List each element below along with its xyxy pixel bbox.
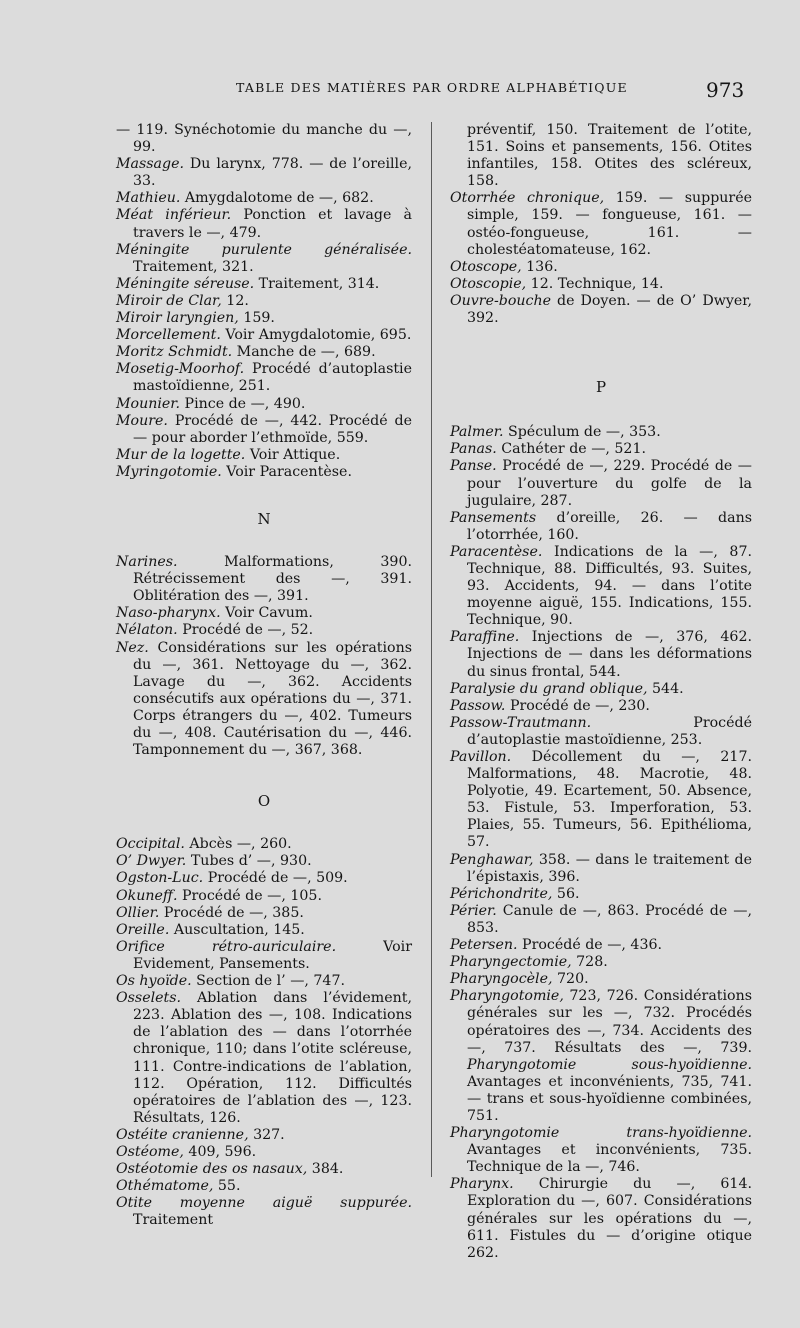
entry-term: Ollier. — [116, 904, 160, 921]
entry-text: 12. Technique, 14. — [526, 275, 664, 292]
section-letter-p: P — [595, 378, 607, 397]
entry-text: Voir Attique. — [245, 446, 341, 463]
index-entry — [116, 464, 412, 481]
column-divider — [431, 122, 432, 1177]
entry-text: Avantages et inconvénients, 735. Technique de la —, 746. — [467, 1142, 752, 1176]
index-entry — [116, 853, 412, 870]
entry-term: Pansements — [450, 509, 537, 526]
entries-p — [450, 424, 752, 1262]
entry-term: Passow. — [450, 697, 506, 714]
index-entry — [116, 939, 412, 973]
entries-m — [116, 122, 412, 481]
entry-term: Os hyoïde. — [116, 973, 192, 990]
entry-term: Méat inférieur. — [116, 207, 232, 224]
entry-term: Palmer. — [450, 424, 504, 441]
index-entry — [116, 447, 412, 464]
index-entry — [116, 554, 412, 605]
entry-term: Ogston-Luc. — [116, 870, 204, 887]
index-entry — [450, 852, 752, 886]
index-entry — [450, 1176, 752, 1261]
index-entry — [450, 190, 752, 258]
entry-term: Nez. — [116, 639, 149, 656]
entry-term: Myringotomie. — [116, 463, 222, 480]
index-entry — [450, 276, 752, 293]
index-entry — [116, 640, 412, 760]
entry-term: Pharyngotomie, — [450, 988, 564, 1005]
entry-text: Chirurgie du —, 614. Exploration du —, 607. Considérations générales sur les opérations du —, 611. Fistules du — d’origine otique 262. — [467, 1176, 752, 1261]
entry-term: Mur de la logette. — [116, 446, 246, 463]
index-entry — [450, 510, 752, 544]
entry-text: Voir Paracentèse. — [221, 463, 352, 480]
entries-o — [116, 836, 412, 1229]
left-column — [116, 122, 412, 1229]
index-entry — [116, 327, 412, 344]
entry-text: Procédé de —, 436. — [517, 937, 663, 954]
entry-term: Otoscope, — [450, 258, 522, 275]
entry-text: Procédé de —, 385. — [159, 904, 304, 921]
entry-text: Voir Evidement, Pansements. — [133, 938, 412, 972]
entry-text: Ablation dans l’évidement, 223. Ablation des —, 108. Indications de l’ablation des — dans l’otorrhée chronique, 110; dans l’otite scléreuse, 111. Contre-indications de l’ablation, 112. Opération, 112. Difficultés opératoires de l’ablation des —, 123. Résultats, 126. — [133, 990, 412, 1126]
index-entry — [116, 870, 412, 887]
index-entry — [116, 922, 412, 939]
entry-term: Nélaton. — [116, 622, 178, 639]
index-entry — [116, 413, 412, 447]
index-entry — [116, 242, 412, 276]
entry-text: Traitement, 321. — [133, 258, 254, 275]
entry-term: Ostéotomie des os nasaux, — [116, 1161, 308, 1178]
entry-term: Oreille. — [116, 921, 170, 938]
entry-text: Amygdalotome de —, 682. — [180, 190, 374, 207]
entry-text: Décollement du —, 217. Malformations, 48. Macrotie, 48. Polyotie, 49. Ecartement, 50. Absence, 53. Fistule, 53. Imperforation, 53. Plaies, 55. Tumeurs, 56. Epithélioma, 57. — [467, 749, 752, 851]
index-entry — [450, 122, 752, 190]
entry-term: Occipital. — [116, 836, 185, 853]
index-entry — [116, 396, 412, 413]
index-entry — [450, 715, 752, 749]
entry-term: Périer. — [450, 902, 497, 919]
entry-text: Procédé de —, 509. — [203, 870, 348, 887]
entry-term: Miroir laryngien, — [116, 310, 239, 327]
entry-text: Du larynx, 778. — de l’oreille, 33. — [133, 156, 412, 190]
entries-n — [116, 554, 412, 759]
entry-text: 136. — [521, 258, 558, 275]
entry-text: Ponction et lavage à travers le —, 479. — [133, 207, 412, 241]
entry-text: préventif, 150. Traitement de l’otite, 151. Soins et pansements, 156. Otites infantiles, 158. Otites des scléreux, 158. — [467, 122, 752, 190]
right-column — [450, 122, 752, 1262]
index-entry — [450, 424, 752, 441]
entry-text: Considérations sur les opérations du —, 361. Nettoyage du —, 362. Lavage du —, 362. Accidents consécutifs aux opérations du —, 371. Corps étrangers du —, 402. Tumeurs du —, 408. Cautérisation du —, 446. Tamponnement du —, 367, 368. — [133, 639, 412, 759]
entry-text: Indications de la —, 87. Technique, 88. Difficultés, 93. Suites, 93. Accidents, 94. — dans l’otite moyenne aiguë, 155. Indications, 155. Technique, 90. — [467, 543, 752, 629]
entry-text: Tubes d’ —, 930. — [186, 853, 312, 870]
entry-text: 409, 596. — [183, 1143, 257, 1160]
index-entry — [450, 749, 752, 852]
entry-term: Morcellement. — [116, 327, 221, 344]
entry-term: Osselets. — [116, 990, 182, 1007]
entry-term: Paraffine. — [450, 629, 520, 646]
entry-term: Panas. — [450, 441, 497, 458]
index-entry — [450, 698, 752, 715]
index-entry — [450, 903, 752, 937]
entry-text: 12. — [221, 292, 249, 309]
index-entry — [116, 1127, 412, 1144]
index-entry — [116, 836, 412, 853]
entry-text: Procédé d’autoplastie mastoïdienne, 253. — [467, 714, 752, 748]
index-entry — [450, 259, 752, 276]
entry-text: 544. — [647, 680, 684, 697]
index-entry — [116, 605, 412, 622]
index-entry — [450, 937, 752, 954]
index-entry — [116, 1195, 412, 1229]
entry-term: Penghawar, — [450, 851, 534, 868]
index-entry — [116, 1178, 412, 1195]
entry-text: Malformations, 390. Rétrécissement des —, 391. Oblitération des —, 391. — [133, 554, 412, 605]
entries-o-continued — [450, 122, 752, 327]
entry-text: 358. — dans le traitement de l’épistaxis, 396. — [467, 851, 752, 885]
entry-text: Manche de —, 689. — [232, 344, 376, 361]
entry-term: Othématome, — [116, 1178, 214, 1195]
entry-term: Pharyngotomie trans-hyoïdienne. — [450, 1125, 752, 1142]
entry-term: Ostéome, — [116, 1143, 184, 1160]
entry-text: Injections de —, 376, 462. Injections de — dans les déformations du sinus frontal, 544. — [467, 629, 752, 680]
entry-text: de Doyen. — de O’ Dwyer, 392. — [467, 292, 752, 327]
index-entry — [116, 622, 412, 639]
entry-text: Procédé de —, 105. — [177, 887, 322, 904]
entry-text: 159. — suppurée simple, 159. — fongueuse, 161. — ostéo-fongueuse, 161. — cholestéatomateuse, 162. — [467, 190, 752, 258]
entry-text: Traitement, 314. — [254, 275, 380, 292]
index-entry — [116, 156, 412, 190]
section-letter-n: N — [257, 509, 271, 528]
entry-term: Méningite purulente généralisée. — [116, 241, 412, 258]
entry-text: Procédé de —, 229. Procédé de — pour l’ouverture du golfe de la jugulaire, 287. — [467, 458, 752, 509]
index-entry — [116, 207, 412, 241]
entry-text: Avantages et inconvénients, 735, 741. — trans et sous-hyoïdienne combinées, 751. — [467, 1073, 752, 1124]
index-entry — [116, 973, 412, 990]
entry-text: Traitement — [133, 1212, 214, 1229]
entry-term: Orifice rétro-auriculaire. — [116, 938, 337, 955]
entry-text: d’oreille, 26. — dans l’otorrhée, 160. — [467, 509, 752, 543]
index-entry — [450, 629, 752, 680]
entry-text: Spéculum de —, 353. — [503, 424, 661, 441]
entry-text: Voir Cavum. — [220, 605, 313, 622]
index-entry — [116, 190, 412, 207]
index-entry — [450, 988, 752, 1125]
entry-text: 384. — [307, 1161, 344, 1178]
index-entry — [116, 1144, 412, 1161]
entry-text: Abcès —, 260. — [184, 836, 292, 853]
index-entry — [116, 888, 412, 905]
entry-text: Auscultation, 145. — [169, 921, 305, 938]
entry-text: 55. — [213, 1178, 241, 1195]
entry-term: Petersen. — [450, 937, 518, 954]
entry-text: 728. — [571, 954, 608, 971]
index-entry — [116, 122, 412, 156]
entry-term: Passow-Trautmann. — [450, 714, 592, 731]
entry-term: Naso-pharynx. — [116, 605, 221, 622]
index-entry — [450, 441, 752, 458]
entry-text: Procédé d’autoplastie mastoïdienne, 251. — [133, 361, 412, 395]
index-entry — [116, 361, 412, 395]
index-entry — [116, 990, 412, 1127]
entry-term: Périchondrite, — [450, 885, 553, 902]
entry-term: Paracentèse. — [450, 543, 543, 560]
entry-term: Moure. — [116, 412, 168, 429]
index-entry — [450, 886, 752, 903]
entry-term: Ostéite cranienne, — [116, 1126, 249, 1143]
entry-term: Mathieu. — [116, 190, 181, 207]
entry-term: Massage. — [116, 156, 184, 173]
entry-text: 720. — [552, 971, 589, 988]
entry-term: Mosetig-Moorhof. — [116, 361, 245, 378]
entry-text: Section de l’ —, 747. — [191, 973, 345, 990]
entry-term: Okuneff. — [116, 887, 178, 904]
index-entry — [116, 293, 412, 310]
entry-term: Ouvre-bouche — [450, 292, 551, 309]
running-header: TABLE DES MATIÈRES PAR ORDRE ALPHABÉTIQUE — [236, 80, 628, 95]
entry-term: Mounier. — [116, 395, 181, 412]
entry-term: Pharyngotomie sous-hyoïdienne. — [467, 1056, 752, 1073]
entry-text: 56. — [552, 885, 580, 902]
page-number: 973 — [706, 78, 745, 102]
index-entry — [450, 544, 752, 629]
entry-text: Cathéter de —, 521. — [496, 441, 646, 458]
index-entry — [450, 293, 752, 327]
entry-text: — 119. Synéchotomie du manche du —, 99. — [116, 122, 412, 156]
index-entry — [450, 954, 752, 971]
entry-term: Pharynx. — [450, 1176, 514, 1193]
index-entry — [116, 344, 412, 361]
entry-text: Canule de —, 863. Procédé de —, 853. — [467, 902, 752, 936]
index-entry — [116, 310, 412, 327]
entry-term: Paralysie du grand oblique, — [450, 680, 648, 697]
entry-term: Otoscopie, — [450, 275, 527, 292]
entry-term: Pharyngocèle, — [450, 971, 553, 988]
entry-term: Méningite séreuse. — [116, 275, 255, 292]
entry-term: Moritz Schmidt. — [116, 344, 233, 361]
entry-text: Procédé de —, 230. — [505, 697, 650, 714]
entry-text: Voir Amygdalotomie, 695. — [220, 327, 412, 344]
entry-term: Pavillon. — [450, 749, 512, 765]
index-entry — [450, 458, 752, 509]
entry-term: Panse. — [450, 458, 497, 475]
index-entry — [450, 971, 752, 988]
entry-text: Pince de —, 490. — [180, 395, 306, 412]
index-entry — [450, 1125, 752, 1176]
entry-term: Otorrhée chronique, — [450, 190, 605, 207]
index-entry — [116, 276, 412, 293]
section-letter-o: O — [257, 792, 271, 811]
entry-text: 723, 726. Considérations générales sur les —, 732. Procédés opératoires des —, 734. Accidents des —, 737. Résultats des —, 739. — [467, 988, 752, 1056]
entry-text: Procédé de —, 52. — [177, 622, 314, 639]
index-entry — [116, 905, 412, 922]
entry-term: Pharyngectomie, — [450, 954, 572, 971]
entry-term: Narines. — [116, 554, 178, 571]
entry-text: Procédé de —, 442. Procédé de — pour aborder l’ethmoïde, 559. — [133, 412, 412, 446]
entry-term: O’ Dwyer. — [116, 853, 187, 870]
entry-term: Miroir de Clar, — [116, 292, 222, 309]
entry-text: 327. — [248, 1126, 285, 1143]
entry-text: 159. — [238, 310, 275, 327]
index-entry — [450, 681, 752, 698]
index-entry — [116, 1161, 412, 1178]
entry-term: Otite moyenne aiguë suppurée. — [116, 1195, 412, 1212]
